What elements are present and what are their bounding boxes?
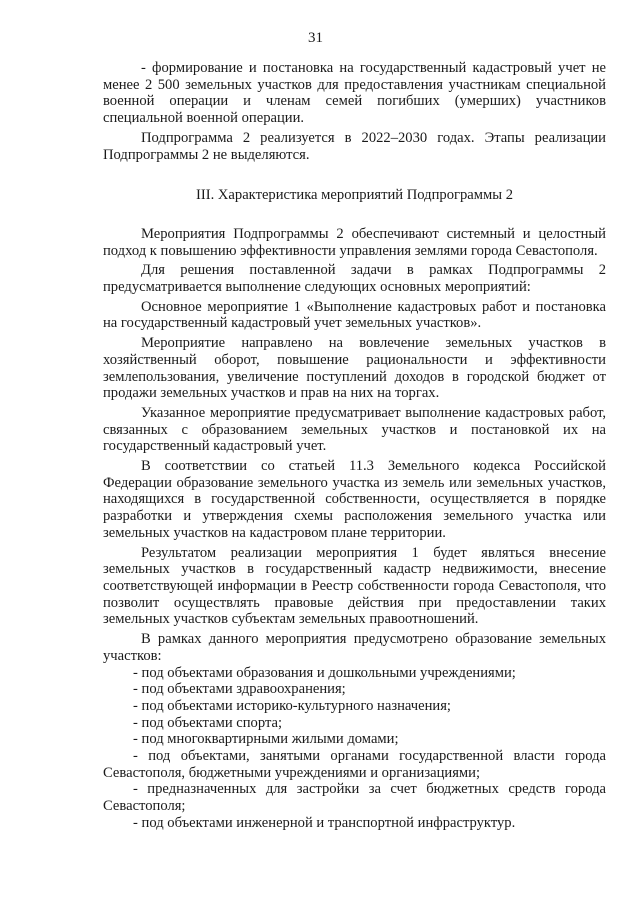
- paragraph: Основное мероприятие 1 «Выполнение кадастровых работ и постановка на государственный кадастровый учет земельных участков».: [103, 298, 606, 332]
- paragraph: Указанное мероприятие предусматривает выполнение кадастровых работ, связанных с образованием земельных участков и постановкой их на государственный кадастровый учет.: [103, 404, 606, 455]
- section-heading: III. Характеристика мероприятий Подпрограммы 2: [196, 187, 513, 204]
- paragraph: В соответствии со статьей 11.3 Земельного кодекса Российской Федерации образование земельного участка из земель или земельных участков, находящихся в государственной собственности, осуществляется в порядке разработки и утверждения схемы расположения земельного участка или земельных участков на кадастровом плане территории.: [103, 458, 606, 541]
- page-number: 31: [308, 30, 323, 46]
- paragraph: Подпрограмма 2 реализуется в 2022–2030 годах. Этапы реализации Подпрограммы 2 не выделяются.: [103, 129, 606, 163]
- list-item: - под многоквартирными жилыми домами;: [133, 731, 399, 748]
- paragraph: - формирование и постановка на государственный кадастровый учет не менее 2 500 земельных участков для предоставления участникам специальной военной операции и членам семей погибших (умерших) участников специальной военной операции.: [103, 60, 606, 127]
- paragraph: Результатом реализации мероприятия 1 будет являться внесение земельных участков в государственный кадастр недвижимости, внесение соответствующей информации в Реестр собственности города Севастополя, что позволит осуществлять правовые действия при предоставлении таких земельных участков субъектам земельных правоотношений.: [103, 544, 606, 628]
- list-item: - предназначенных для застройки за счет бюджетных средств города Севастополя;: [103, 781, 606, 815]
- page-content: [103, 60, 606, 832]
- paragraph: Мероприятие направлено на вовлечение земельных участков в хозяйственный оборот, повышение рациональности и эффективности землепользования, увеличение поступлений доходов в городской бюджет от продажи земельных участков и прав на них на торгах.: [103, 335, 606, 402]
- list-item: - под объектами здравоохранения;: [133, 681, 346, 698]
- list-item: - под объектами историко-культурного назначения;: [133, 697, 451, 714]
- list-item: - под объектами спорта;: [133, 714, 283, 731]
- paragraph: В рамках данного мероприятия предусмотрено образование земельных участков:: [103, 631, 606, 664]
- list-item: - под объектами образования и дошкольными учреждениями;: [133, 664, 516, 681]
- paragraph: Мероприятия Подпрограммы 2 обеспечивают системный и целостный подход к повышению эффективности управления землями города Севастополя.: [103, 225, 606, 259]
- list-item: - под объектами инженерной и транспортной инфраструктур.: [133, 814, 516, 831]
- list-item: - под объектами, занятыми органами государственной власти города Севастополя, бюджетными учреждениями и организациями;: [103, 748, 606, 781]
- paragraph: Для решения поставленной задачи в рамках Подпрограммы 2 предусматривается выполнение следующих основных мероприятий:: [103, 262, 606, 296]
